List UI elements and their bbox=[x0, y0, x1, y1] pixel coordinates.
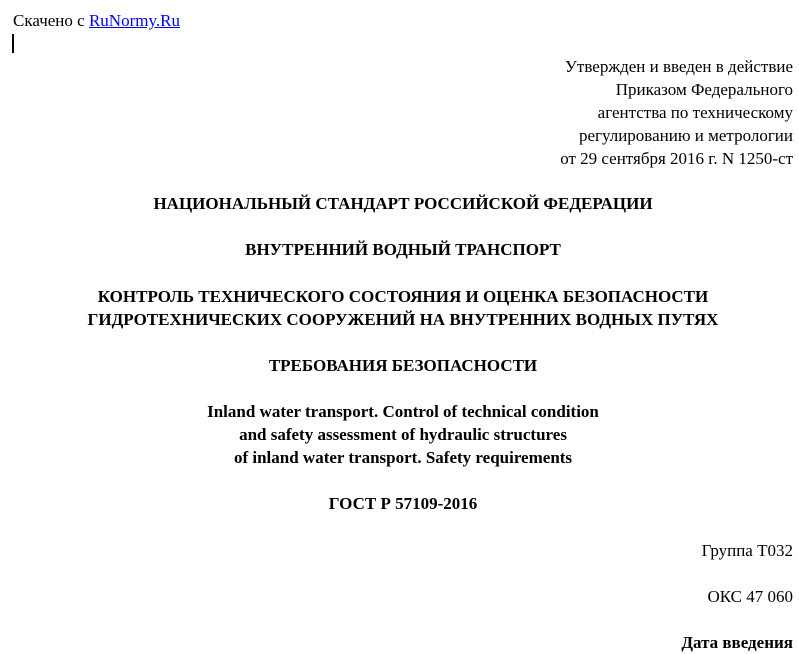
standard-heading bbox=[0, 192, 799, 215]
gost-code-text: ГОСТ Р 57109-2016 bbox=[328, 494, 478, 513]
subtitle-heading bbox=[0, 354, 799, 377]
title-line: КОНТРОЛЬ ТЕХНИЧЕСКОГО СОСТОЯНИЯ И ОЦЕНКА БЕЗОПАСНОСТИ bbox=[97, 287, 709, 306]
english-title-line: of inland water transport. Safety requirements bbox=[233, 448, 573, 467]
subtitle-text: ТРЕБОВАНИЯ БЕЗОПАСНОСТИ bbox=[268, 356, 538, 375]
source-prefix: Скачено с bbox=[13, 11, 89, 30]
approval-line: агентства по техническому bbox=[597, 103, 793, 122]
english-title-line: Inland water transport. Control of technical condition bbox=[207, 402, 599, 421]
oks-label: ОКС 47 060 bbox=[707, 587, 793, 606]
text-cursor bbox=[12, 34, 14, 53]
approval-block bbox=[393, 55, 793, 170]
english-title-line: and safety assessment of hydraulic structures bbox=[239, 425, 567, 444]
title-line: ГИДРОТЕХНИЧЕСКИХ СООРУЖЕНИЙ НА ВНУТРЕННИХ ВОДНЫХ ПУТЯХ bbox=[87, 310, 719, 329]
source-line bbox=[13, 9, 180, 32]
runormy-link[interactable]: RuNormy.Ru bbox=[88, 11, 180, 30]
intro-date-label: Дата введения bbox=[681, 633, 793, 652]
domain-heading bbox=[0, 238, 799, 261]
group-label: Группа Т032 bbox=[701, 541, 793, 560]
approval-line: регулированию и метрологии bbox=[578, 126, 793, 145]
document-title bbox=[0, 285, 799, 331]
domain-heading-text: ВНУТРЕННИЙ ВОДНЫЙ ТРАНСПОРТ bbox=[245, 240, 561, 259]
approval-line: от 29 сентября 2016 г. N 1250-ст bbox=[560, 149, 793, 168]
gost-code bbox=[0, 492, 799, 515]
standard-heading-text: НАЦИОНАЛЬНЫЙ СТАНДАРТ РОССИЙСКОЙ ФЕДЕРАЦИИ bbox=[153, 194, 653, 213]
approval-line: Приказом Федерального bbox=[615, 80, 793, 99]
approval-line: Утвержден и введен в действие bbox=[564, 57, 793, 76]
english-title bbox=[0, 400, 799, 469]
